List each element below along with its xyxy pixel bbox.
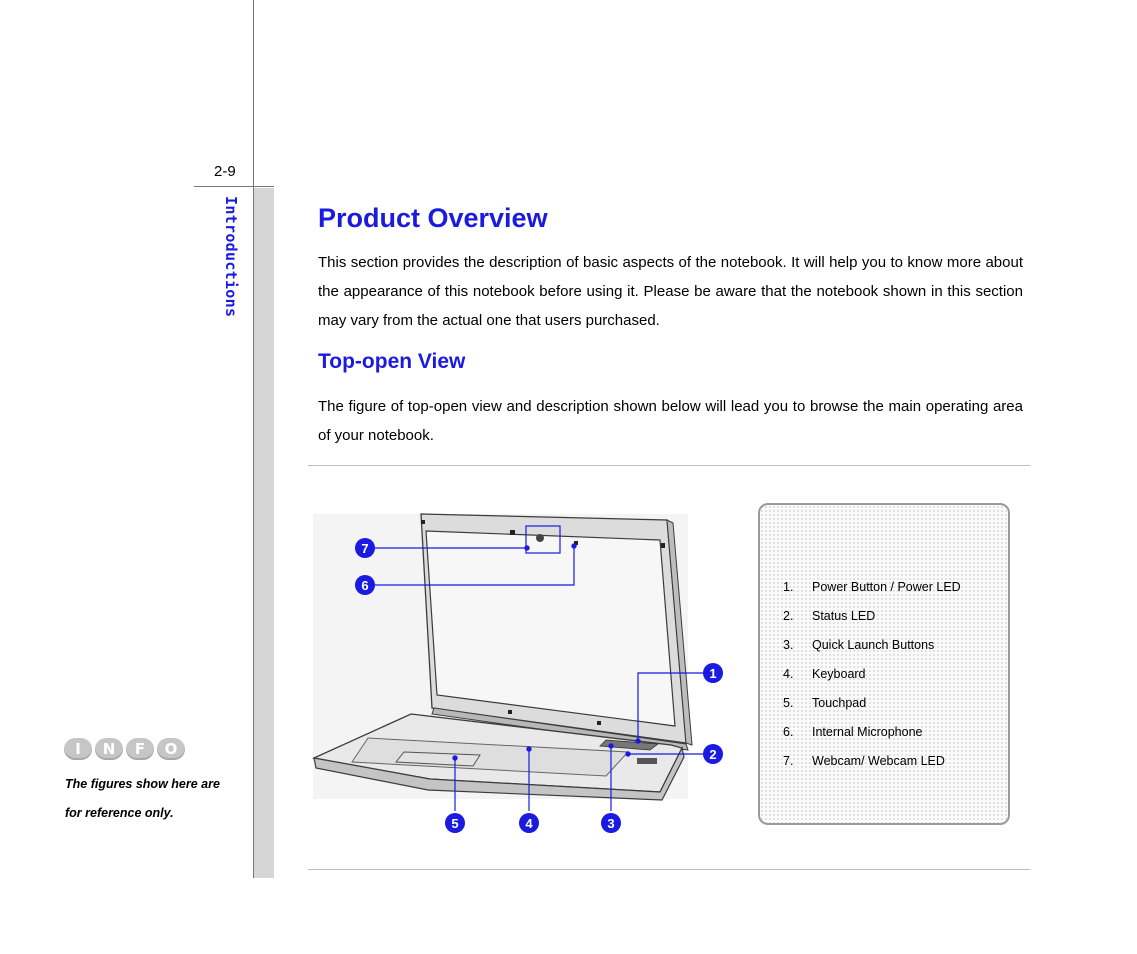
legend-item xyxy=(783,631,961,660)
sidebar-band xyxy=(254,188,274,878)
legend-item-label: Power Button / Power LED xyxy=(812,580,961,595)
subtitle-paragraph: The figure of top-open view and description shown below will lead you to browse the main operating area of your notebook. xyxy=(318,398,1023,444)
svg-text:1: 1 xyxy=(709,666,717,681)
legend-item-number: 4. xyxy=(783,667,794,682)
callout-badge-7 xyxy=(355,538,375,558)
legend-item-number: 2. xyxy=(783,609,794,624)
legend-item-number: 6. xyxy=(783,724,794,739)
svg-text:4: 4 xyxy=(525,816,533,831)
callout-badge-1 xyxy=(703,663,723,683)
page-number-rule xyxy=(194,186,274,187)
info-logo xyxy=(64,738,185,760)
legend-item xyxy=(783,660,961,689)
top-rule xyxy=(308,465,1030,466)
legend-item xyxy=(783,717,961,746)
legend-item xyxy=(783,689,961,718)
legend-item xyxy=(783,746,961,775)
legend-item-label: Quick Launch Buttons xyxy=(812,638,935,653)
svg-text:3: 3 xyxy=(607,816,615,831)
svg-text:6: 6 xyxy=(361,578,369,593)
callout-badge-2 xyxy=(703,744,723,764)
legend-item-label: Webcam/ Webcam LED xyxy=(812,753,945,768)
legend-item-number: 5. xyxy=(783,696,794,710)
svg-text:2: 2 xyxy=(709,747,717,762)
intro-paragraph: This section provides the description of basic aspects of the notebook. It will help you to know more about the appearance of this notebook before using it. Please be aware that the notebook shown in this section may vary from the actual one that users purchased. xyxy=(318,254,1023,329)
info-letter: F xyxy=(126,738,154,760)
legend-list xyxy=(783,573,961,775)
page-title: Product Overview xyxy=(318,203,548,233)
info-letter: N xyxy=(95,738,123,760)
svg-text:7: 7 xyxy=(361,541,369,556)
info-letter: O xyxy=(157,738,185,760)
legend-item-label: Internal Microphone xyxy=(812,724,923,739)
legend-item xyxy=(783,573,961,602)
legend-item xyxy=(783,602,961,631)
callout-badge-3 xyxy=(601,813,621,833)
legend-item-label: Keyboard xyxy=(812,667,866,682)
legend-item-number: 3. xyxy=(783,638,794,653)
section-subtitle: Top-open View xyxy=(318,350,466,373)
svg-text:5: 5 xyxy=(451,816,459,831)
legend-item-label: Touchpad xyxy=(812,696,867,710)
callout-badge-4 xyxy=(519,813,539,833)
legend-item-number: 1. xyxy=(783,580,794,595)
page-number: 2-9 xyxy=(214,163,236,180)
info-letter: I xyxy=(64,738,92,760)
callout-badge-6 xyxy=(355,575,375,595)
callout-badge-5 xyxy=(445,813,465,833)
bottom-rule xyxy=(308,869,1030,870)
info-note: The figures show here are for reference only. xyxy=(65,777,220,820)
legend-item-number: 7. xyxy=(783,753,794,768)
laptop-illustration xyxy=(310,500,740,845)
legend-item-label: Status LED xyxy=(812,609,876,624)
section-tab: Introductions xyxy=(222,196,240,318)
